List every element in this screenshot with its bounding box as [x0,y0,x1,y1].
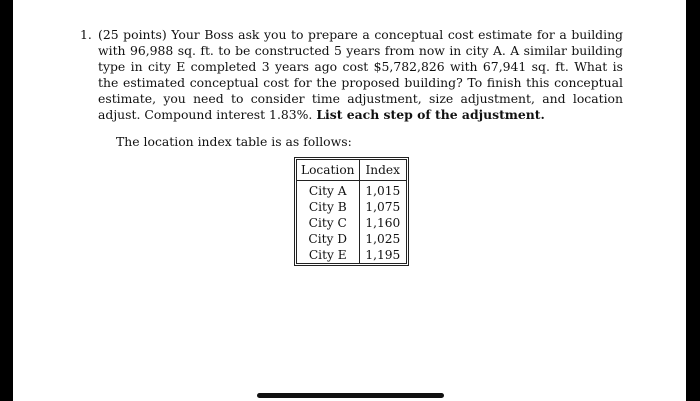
index-cell: 1,075 [365,200,401,214]
location-index-table [294,157,409,266]
header-index: Index [365,163,401,177]
index-cell: 1,195 [365,248,401,262]
problem-number: 1. [80,27,92,42]
location-cell: City E [297,247,359,263]
document-page [13,0,686,401]
index-cell: 1,025 [365,232,401,246]
table-row [297,231,406,247]
problem-statement [80,27,623,123]
table-row [297,199,406,215]
table-row [297,183,406,199]
table-row [297,247,406,263]
table-header-row [297,160,406,181]
home-indicator-bar[interactable] [257,393,444,398]
location-cell: City A [297,183,359,199]
problem-emphasis: List each step of the adjustment. [316,107,545,122]
location-cell: City D [297,231,359,247]
index-cell: 1,160 [365,216,401,230]
index-cell: 1,015 [365,184,401,198]
problem-text: (25 points) Your Boss ask you to prepare a conceptual cost estimate for a building with 96,988 sq. ft. to be constructed 5 years from now in city A. A similar building type in city E completed 3 years ago cost $5,782,826 with 67,941 sq. ft. What is the estimated conceptual cost for the proposed building? To finish this conceptual estimate, you need to consider time adjustment, size adjustment, and location adjust. Compound interest 1.83%. [98,27,623,122]
header-location: Location [297,160,359,181]
location-cell: City C [297,215,359,231]
table-intro: The location index table is as follows: [116,134,352,149]
location-cell: City B [297,199,359,215]
table-row [297,215,406,231]
